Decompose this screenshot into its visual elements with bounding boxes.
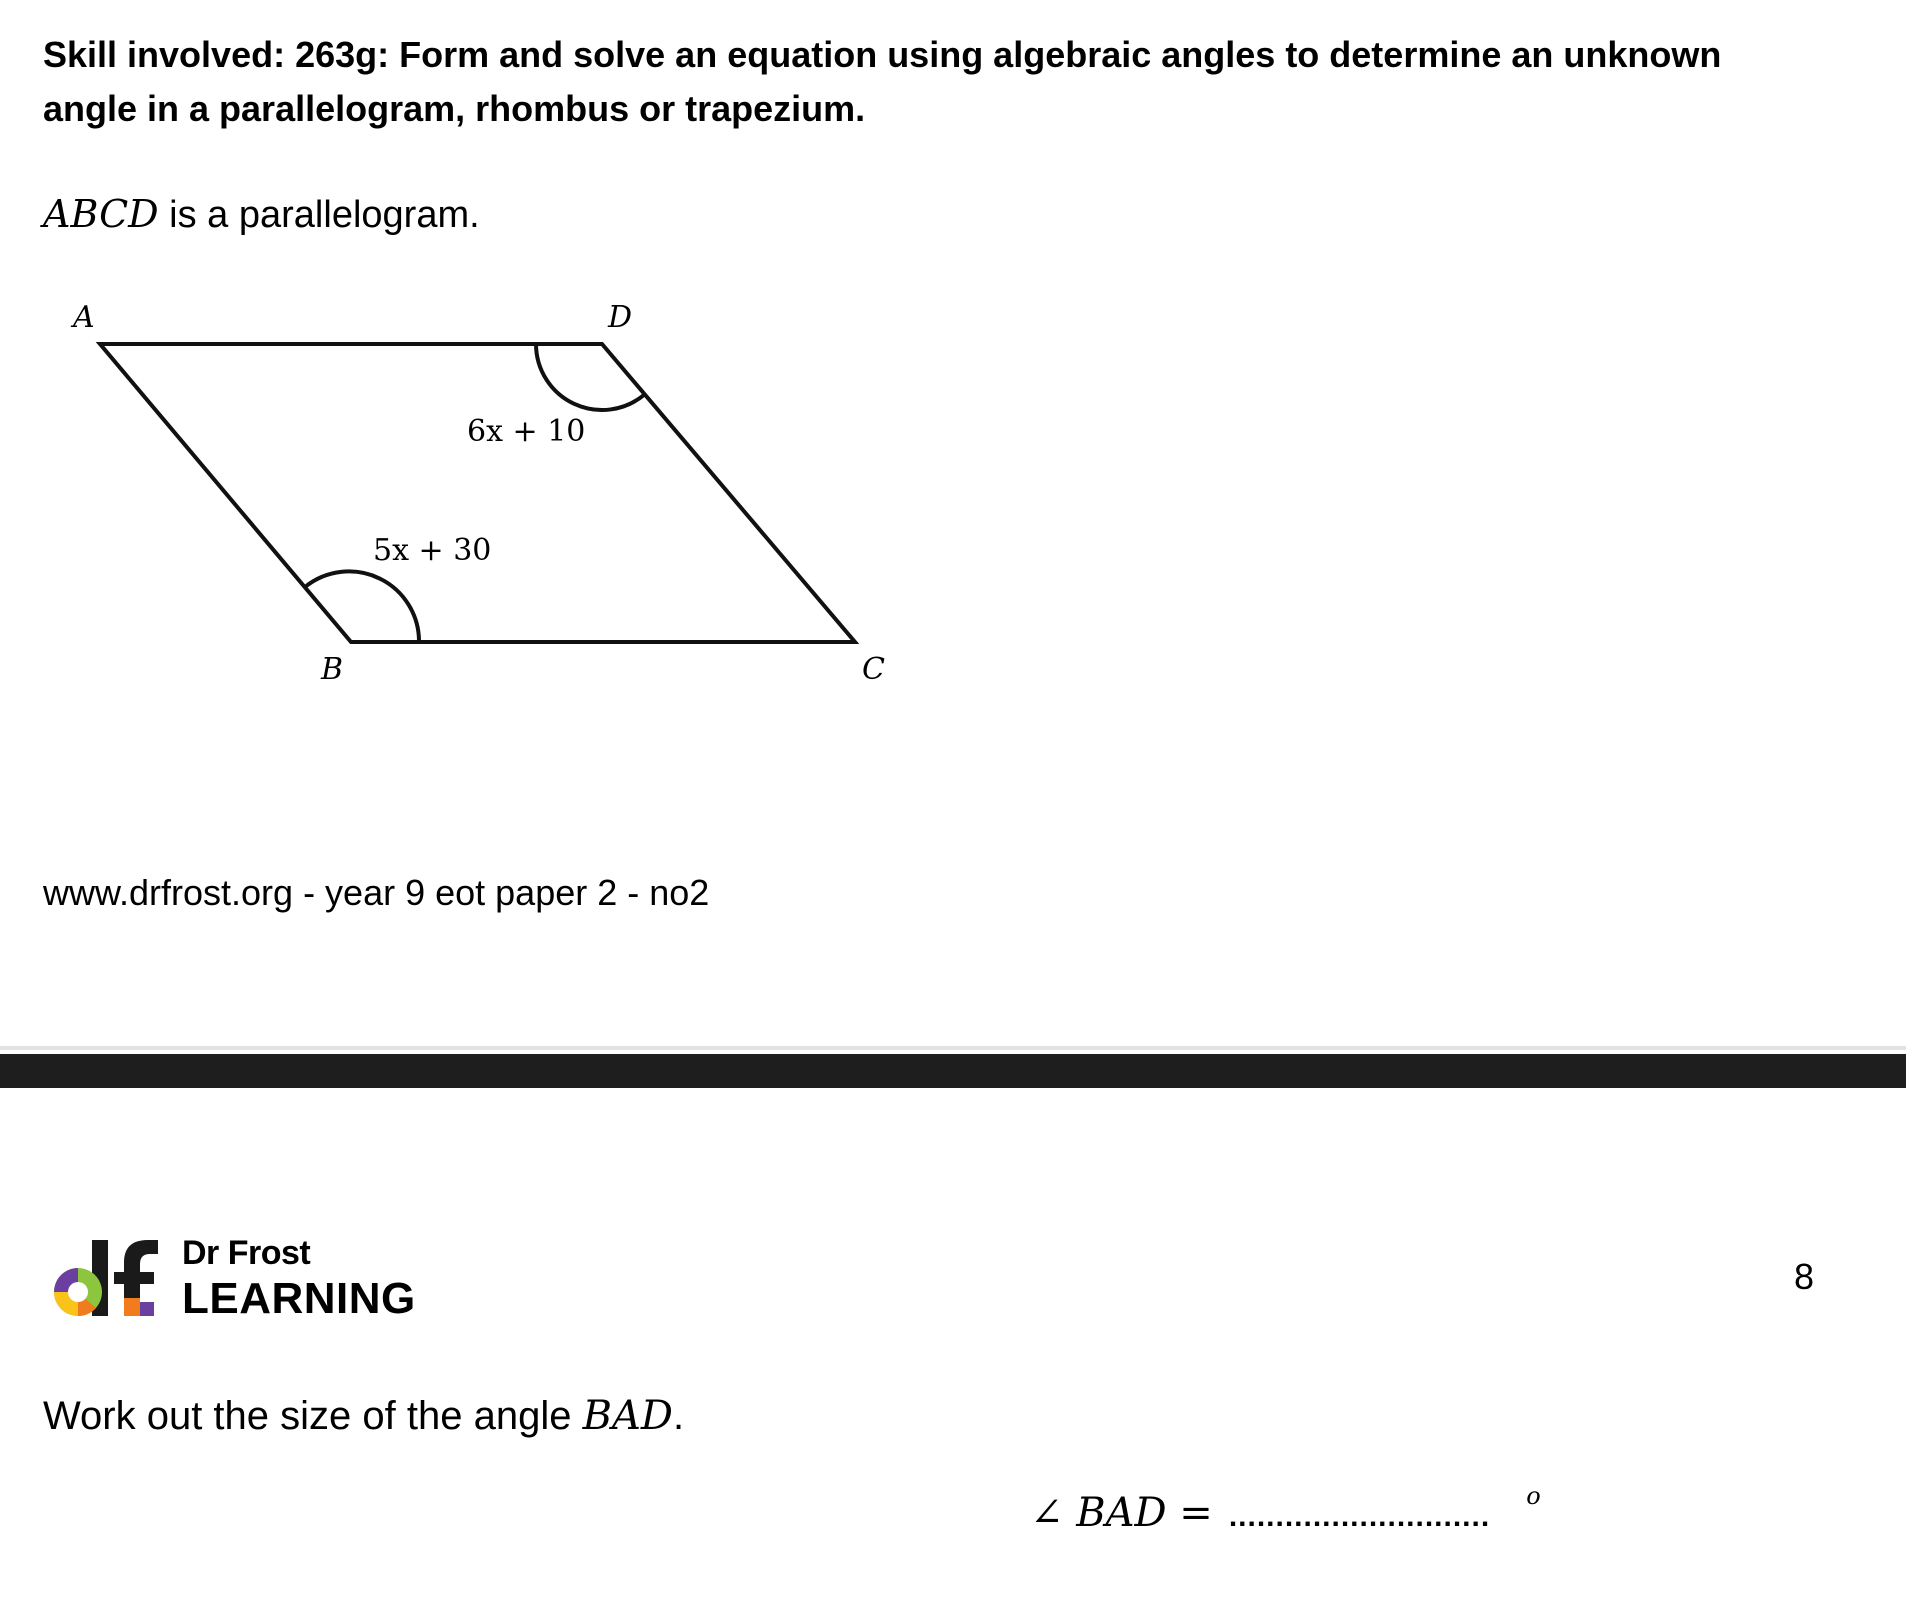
question-end: . — [672, 1394, 685, 1438]
brand-name-line1: Dr Frost — [182, 1234, 311, 1272]
parallelogram-diagram — [55, 290, 915, 710]
divider-shadow — [0, 1046, 1906, 1050]
question-prompt: Work out the size of the angle — [43, 1394, 583, 1438]
answer-line — [1030, 1482, 1541, 1536]
brand-name-line2: LEARNING — [182, 1274, 416, 1323]
source-reference: www.drfrost.org - year 9 eot paper 2 - no2 — [43, 872, 710, 913]
angle-label-d: 6x + 10 — [467, 414, 586, 449]
intro-text: is a parallelogram. — [158, 194, 480, 236]
angle-label-b: 5x + 30 — [373, 533, 492, 568]
parallelogram-shape — [100, 344, 855, 642]
problem-intro — [43, 186, 480, 243]
shape-name: ABCD — [43, 192, 159, 236]
marks-count: 8 — [1794, 1256, 1815, 1297]
degree-symbol: o — [1526, 1482, 1541, 1510]
drfrost-logo-icon — [48, 1236, 168, 1320]
vertex-label-d: D — [608, 300, 633, 335]
vertex-label-a: A — [73, 300, 95, 335]
section-divider — [0, 1054, 1906, 1088]
vertex-label-c: C — [862, 652, 885, 687]
question-angle: BAD — [582, 1393, 673, 1439]
question-text — [43, 1388, 684, 1444]
answer-label: ∠ BAD = — [1030, 1490, 1213, 1536]
answer-blank[interactable]: ............................ — [1228, 1500, 1491, 1533]
vertex-label-b: B — [321, 652, 344, 687]
skill-heading: Skill involved: 263g: Form and solve an equation using algebraic angles to determine an unknown angle in a parallelogram, rhombus or trapezium. — [43, 34, 1722, 129]
